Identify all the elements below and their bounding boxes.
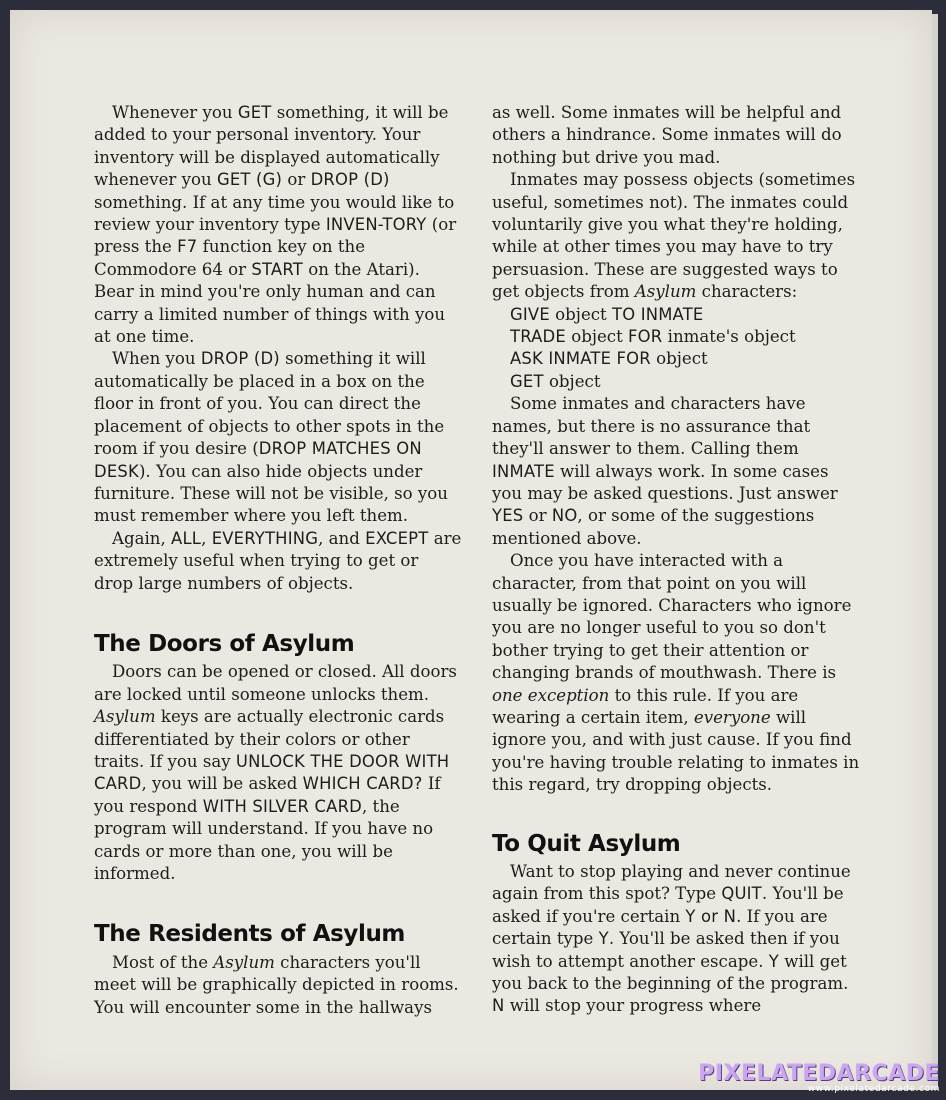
paragraph-names: Some inmates and characters have names, but there is no assurance that they'll answer to them. Calling them INMATE will always work. In some cases you may be asked questions. Just answer YES or NO, or some of the suggestions mentioned above. [492, 394, 838, 548]
page-edge [932, 14, 938, 1090]
paragraph-inventory: Whenever you GET something, it will be added to your personal inventory. Your inventory will be displayed automatically whenever you GET (G) or DROP (D) something. If at any time you would like to review your inventory type INVEN-TORY (or press the F7 function key on the Commodore 64 or START on the Atari). Bear in mind you're only human and can carry a limited number of things with you at one time. [94, 103, 457, 347]
watermark-title: PIXELATEDARCADE [698, 1061, 940, 1086]
command-line: TRADE object FOR inmate's object [510, 327, 796, 347]
command-line: GIVE object TO INMATE [510, 304, 704, 324]
paragraph-ignore: Once you have interacted with a character, from that point on you will usually be ignored. Characters who ignore you are no longer useful to you so don't bother trying to get their attention or changing brands of mouthwash. There is one exception to this rule. If you are wearing a certain item, everyone will ignore you, and with just cause. If you find you're having trouble relating to inmates in this regard, try dropping objects. [492, 551, 860, 795]
paragraph-residents: Most of the Asylum characters you'll meet will be graphically depicted in rooms. You will encounter some in the hallways [94, 952, 459, 1017]
watermark [698, 1061, 940, 1094]
watermark-url: www.pixelatedarcade.com [807, 1084, 940, 1094]
paragraph-inmate-objects: Inmates may possess objects (sometimes useful, sometimes not). The inmates could voluntarily give you what they're holding, while at other times you may have to try persuasion. These are suggested ways to get objects from Asylum characters: [492, 170, 856, 302]
paragraph-inmates-continued: as well. Some inmates will be helpful and others a hindrance. Some inmates will do nothing but drive you mad. [492, 103, 842, 167]
command-line: GET object [510, 371, 601, 391]
left-column [94, 102, 462, 1019]
command-line: ASK INMATE FOR object [510, 349, 708, 369]
paragraph-drop: When you DROP (D) something it will automatically be placed in a box on the floor in front of you. You can direct the placement of objects to other spots in the room if you desire (DROP MATCHES ON DESK). You can also hide objects under furniture. These will not be visible, so you must remember where you left them. [94, 349, 448, 526]
heading-residents: The Residents of Asylum [94, 921, 406, 948]
command-list [492, 304, 862, 394]
heading-quit: To Quit Asylum [492, 830, 681, 857]
paragraph-quit: Want to stop playing and never continue again from this spot? Type QUIT. You'll be asked if you're certain Y or N. If you are certain type Y. You'll be asked then if you wish to attempt another escape. Y will get you back to the beginning of the program. N will stop your progress where [492, 862, 851, 1016]
paragraph-doors: Doors can be opened or closed. All doors are locked until someone unlocks them. Asylum keys are actually electronic cards differentiated by their colors or other traits. If you say UNLOCK THE DOOR WITH CARD, you will be asked WHICH CARD? If you respond WITH SILVER CARD, the program will understand. If you have no cards or more than one, you will be informed. [94, 662, 457, 883]
manual-page [10, 10, 932, 1090]
right-column [492, 102, 862, 1018]
paragraph-all-everything: Again, ALL, EVERYTHING, and EXCEPT are extremely useful when trying to get or drop large numbers of objects. [94, 528, 462, 593]
heading-doors: The Doors of Asylum [94, 630, 355, 657]
